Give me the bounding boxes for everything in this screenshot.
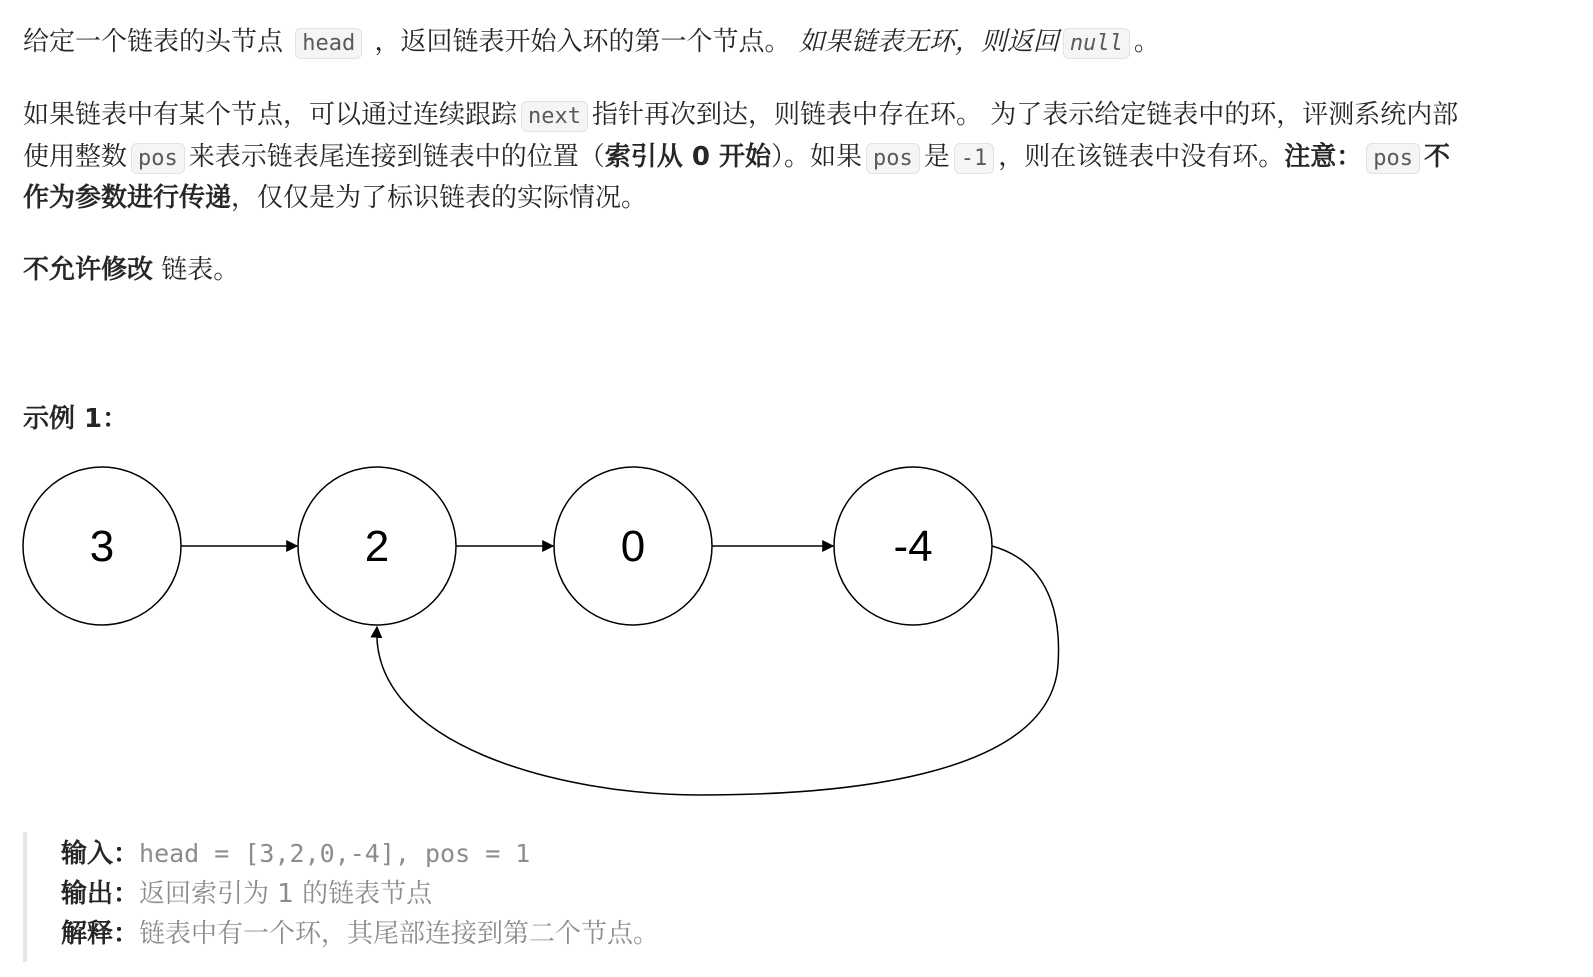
p2-text-f: 是 [923, 142, 950, 172]
p1-text-c: 。 [1133, 27, 1160, 57]
node-3-label: -4 [893, 522, 933, 571]
input-value: head = [3,2,0,-4], pos = 1 [139, 839, 531, 868]
p1-italic: 如果链表无环，则返回 [798, 27, 1059, 57]
p3-bold: 不允许修改 [23, 255, 154, 285]
code-pos-2: pos [866, 143, 920, 174]
problem-paragraph-2-line-2 [23, 137, 1563, 179]
list-node-1 [298, 467, 456, 625]
bold-index: 索引从 0 开始 [604, 142, 771, 172]
p1-text-b: ，返回链表开始入环的第一个节点。 [374, 27, 791, 57]
list-node-2 [554, 467, 712, 625]
example-explain-line [61, 914, 659, 954]
code-null: null [1063, 28, 1130, 59]
p2-text-b: 指针再次到达，则链表中存在环。 为了表示给定链表中的环，评测系统内部 [592, 100, 1459, 130]
output-label: 输出： [61, 879, 140, 909]
list-node-0 [23, 467, 181, 625]
linked-list-diagram [0, 455, 1100, 805]
p1-text-a: 给定一个链表的头节点 [23, 27, 284, 57]
p2-text-g: ，则在该链表中没有环。 [998, 142, 1285, 172]
problem-paragraph-2-line-1 [23, 95, 1563, 137]
list-node-3 [834, 467, 992, 625]
p2-text-a: 如果链表中有某个节点，可以通过连续跟踪 [23, 100, 518, 130]
code-next: next [521, 101, 588, 132]
bold-not-2: 作为参数进行传递 [23, 183, 232, 213]
problem-paragraph-1 [23, 22, 1563, 64]
example-block [23, 832, 1227, 962]
problem-paragraph-2-line-3 [23, 178, 1563, 219]
example-output-line [61, 874, 432, 914]
p2-text-h: ，仅仅是为了标识链表的实际情况。 [231, 183, 648, 213]
code-neg1: -1 [954, 143, 995, 174]
p3-text: 链表。 [161, 255, 240, 285]
example-input-line [61, 834, 530, 874]
input-label: 输入： [61, 839, 140, 869]
example-title: 示例 1： [23, 404, 129, 434]
code-head: head [295, 28, 362, 59]
code-pos: pos [131, 143, 185, 174]
explain-value: 链表中有一个环，其尾部连接到第二个节点。 [139, 919, 660, 949]
node-0-label: 3 [89, 522, 115, 571]
explain-label: 解释： [61, 919, 140, 949]
problem-paragraph-3 [23, 250, 1563, 291]
bold-not-1: 不 [1424, 142, 1451, 172]
node-2-label: 0 [620, 522, 646, 571]
bold-note: 注意： [1284, 142, 1363, 172]
code-pos-3: pos [1366, 143, 1420, 174]
p2-text-d: 来表示链表尾连接到链表中的位置（ [188, 142, 605, 172]
p2-text-c: 使用整数 [23, 142, 128, 172]
p2-text-e: ）。如果 [770, 142, 862, 172]
output-value: 返回索引为 1 的链表节点 [139, 879, 433, 909]
node-1-label: 2 [364, 522, 390, 571]
